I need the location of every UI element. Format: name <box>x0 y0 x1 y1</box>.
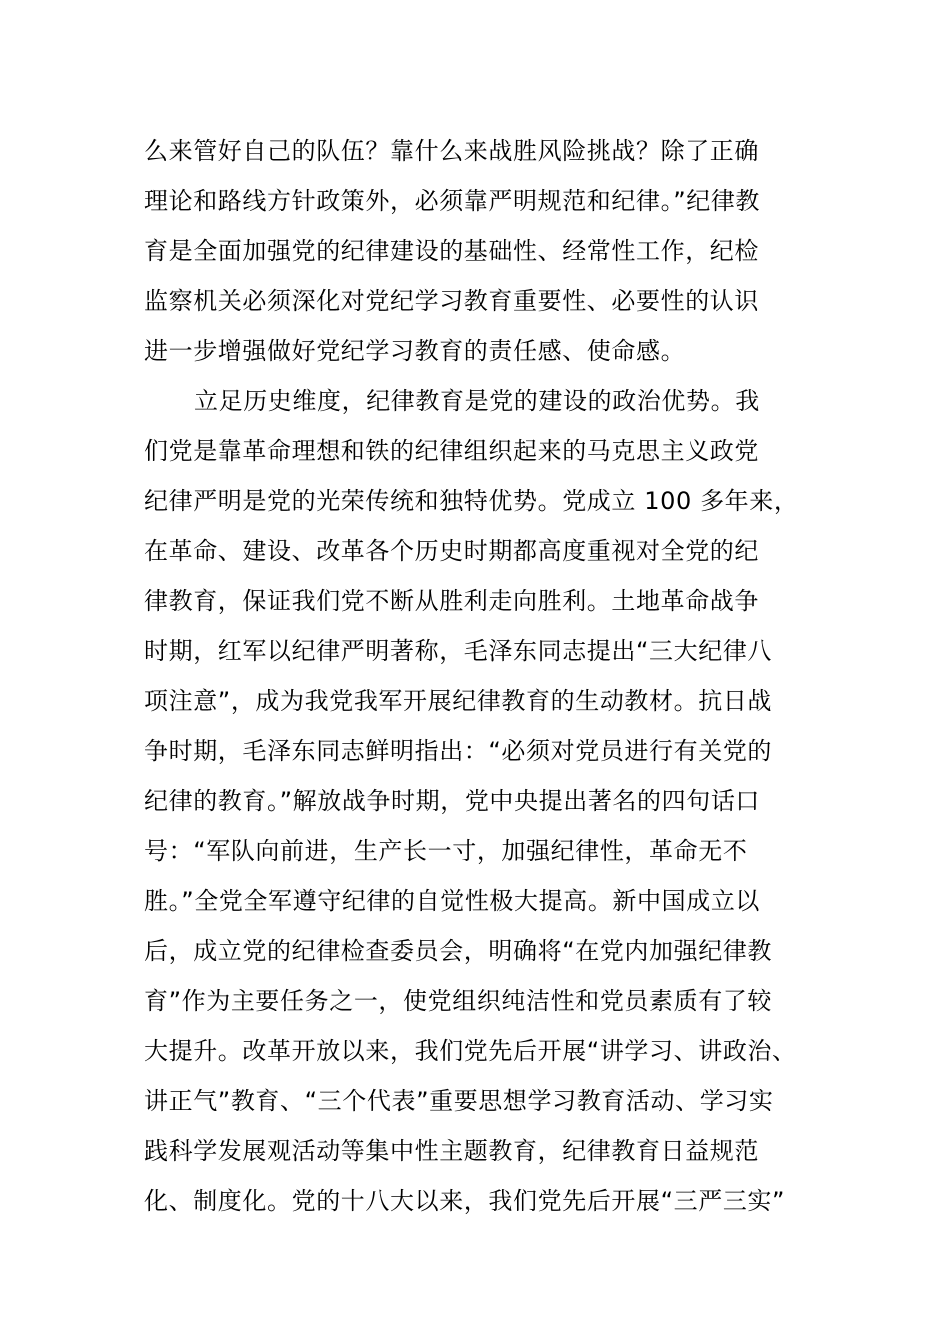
text-line: 化、制度化。党的十八大以来，我们党先后开展“三严三实” <box>144 1187 786 1215</box>
text-line: 后，成立党的纪律检查委员会，明确将“在党内加强纪律教 <box>144 937 773 965</box>
text-line: 纪律的教育。”解放战争时期，党中央提出著名的四句话口 <box>144 787 761 815</box>
text-line: 育是全面加强党的纪律建设的基础性、经常性工作，纪检 <box>144 237 759 265</box>
text-line: 育”作为主要任务之一，使党组织纯洁性和党员素质有了较 <box>144 987 773 1015</box>
text-line: 在革命、建设、改革各个历史时期都高度重视对全党的纪 <box>144 537 759 565</box>
text-line: 纪律严明是党的光荣传统和独特优势。党成立 100 多年来， <box>144 487 799 515</box>
text-line: 监察机关必须深化对党纪学习教育重要性、必要性的认识 <box>144 287 759 315</box>
text-line: 争时期，毛泽东同志鲜明指出：“必须对党员进行有关党的 <box>144 737 773 765</box>
text-line: 讲正气”教育、“三个代表”重要思想学习教育活动、学习实 <box>144 1087 774 1115</box>
text-line: 们党是靠革命理想和铁的纪律组织起来的马克思主义政党 <box>144 437 759 465</box>
text-line: 大提升。改革开放以来，我们党先后开展“讲学习、讲政治、 <box>144 1037 797 1065</box>
text-line: 么来管好自己的队伍？靠什么来战胜风险挑战？除了正确 <box>144 137 759 165</box>
text-line: 号：“军队向前进，生产长一寸，加强纪律性，革命无不 <box>144 837 748 865</box>
text-line: 进一步增强做好党纪学习教育的责任感、使命感。 <box>144 337 686 365</box>
text-line: 律教育，保证我们党不断从胜利走向胜利。土地革命战争 <box>144 587 759 615</box>
text-line: 胜。”全党全军遵守纪律的自觉性极大提高。新中国成立以 <box>144 887 761 915</box>
paragraph-start-line: 立足历史维度，纪律教育是党的建设的政治优势。我 <box>194 387 760 415</box>
text-line: 项注意”，成为我党我军开展纪律教育的生动教材。抗日战 <box>144 687 773 715</box>
text-line: 践科学发展观活动等集中性主题教育，纪律教育日益规范 <box>144 1137 759 1165</box>
text-line: 时期，红军以纪律严明著称，毛泽东同志提出“三大纪律八 <box>144 637 773 665</box>
text-line: 理论和路线方针政策外，必须靠严明规范和纪律。”纪律教 <box>144 187 761 215</box>
